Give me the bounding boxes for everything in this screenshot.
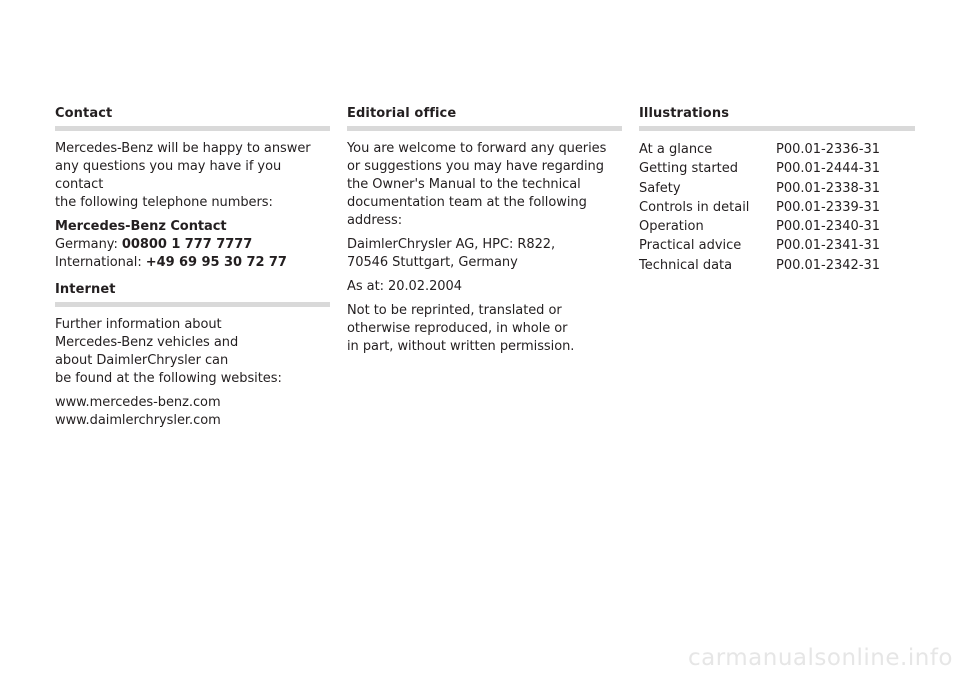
table-row bbox=[639, 198, 880, 217]
germany-label: Germany: bbox=[55, 237, 122, 252]
editorial-intro-line: or suggestions you may have regarding bbox=[347, 159, 604, 174]
contact-heading: Contact bbox=[55, 106, 113, 121]
contact-intro bbox=[55, 140, 330, 212]
editorial-heading: Editorial office bbox=[347, 106, 457, 121]
internet-heading: Internet bbox=[55, 282, 116, 297]
editorial-column bbox=[347, 104, 622, 362]
illustration-code: P00.01-2338-31 bbox=[776, 180, 881, 196]
table-row bbox=[639, 256, 880, 275]
table-row bbox=[639, 159, 880, 178]
illustration-code: P00.01-2340-31 bbox=[776, 219, 881, 235]
illustrations-column bbox=[639, 104, 915, 275]
illustration-section: Practical advice bbox=[639, 238, 742, 254]
editorial-intro-line: address: bbox=[347, 213, 403, 228]
table-row bbox=[639, 236, 880, 255]
table-row bbox=[639, 140, 880, 159]
illustration-section: Technical data bbox=[639, 257, 733, 273]
editorial-intro bbox=[347, 140, 622, 230]
watermark: carmanualsonline.info bbox=[687, 645, 953, 671]
illustrations-table bbox=[639, 140, 880, 275]
internet-intro bbox=[55, 316, 330, 388]
germany-phone-line bbox=[55, 236, 330, 254]
contact-details bbox=[55, 218, 330, 272]
website-daimlerchrysler: www.daimlerchrysler.com bbox=[55, 413, 221, 428]
illustration-code: P00.01-2444-31 bbox=[776, 161, 881, 177]
germany-phone-number: 00800 1 777 7777 bbox=[121, 237, 253, 252]
editorial-intro-line: documentation team at the following bbox=[347, 195, 587, 210]
editorial-divider bbox=[347, 126, 622, 131]
address-line: 70546 Stuttgart, Germany bbox=[347, 255, 518, 270]
illustration-section: Getting started bbox=[639, 161, 739, 177]
illustration-section: Safety bbox=[639, 180, 681, 196]
copyright-notice bbox=[347, 302, 622, 356]
editorial-intro-line: the Owner's Manual to the technical bbox=[347, 177, 581, 192]
illustration-code: P00.01-2342-31 bbox=[776, 257, 881, 273]
table-row bbox=[639, 179, 880, 198]
internet-intro-line: Further information about bbox=[55, 317, 222, 332]
illustration-code: P00.01-2341-31 bbox=[776, 238, 881, 254]
contact-divider bbox=[55, 126, 330, 131]
illustration-section: At a glance bbox=[639, 142, 713, 157]
website-list bbox=[55, 394, 330, 430]
contact-intro-line: any questions you may have if you contact bbox=[55, 159, 282, 192]
internet-intro-line: be found at the following websites: bbox=[55, 371, 282, 386]
contact-intro-line: the following telephone numbers: bbox=[55, 195, 273, 210]
website-mercedes: www.mercedes-benz.com bbox=[55, 395, 221, 410]
table-row bbox=[639, 217, 880, 236]
illustration-code: P00.01-2339-31 bbox=[776, 199, 881, 215]
notice-line: in part, without written permission. bbox=[347, 339, 575, 354]
notice-line: otherwise reproduced, in whole or bbox=[347, 321, 568, 336]
illustrations-heading: Illustrations bbox=[639, 106, 730, 121]
internet-intro-line: about DaimlerChrysler can bbox=[55, 353, 229, 368]
illustration-section: Operation bbox=[639, 219, 704, 235]
illustration-code: P00.01-2336-31 bbox=[776, 142, 881, 157]
illustrations-divider bbox=[639, 126, 915, 131]
notice-line: Not to be reprinted, translated or bbox=[347, 303, 562, 318]
international-phone-line bbox=[55, 254, 330, 272]
internet-intro-line: Mercedes-Benz vehicles and bbox=[55, 335, 239, 350]
contact-name: Mercedes-Benz Contact bbox=[55, 219, 227, 234]
editorial-address bbox=[347, 236, 622, 272]
as-at-date: As at: 20.02.2004 bbox=[347, 279, 462, 294]
illustration-section: Controls in detail bbox=[639, 199, 750, 215]
address-line: DaimlerChrysler AG, HPC: R822, bbox=[347, 237, 556, 252]
internet-divider bbox=[55, 302, 330, 307]
international-label: International: bbox=[55, 255, 146, 270]
contact-intro-line: Mercedes-Benz will be happy to answer bbox=[55, 141, 311, 156]
editorial-intro-line: You are welcome to forward any queries bbox=[347, 141, 607, 156]
international-phone-number: +49 69 95 30 72 77 bbox=[145, 255, 287, 270]
contact-column bbox=[55, 104, 330, 436]
